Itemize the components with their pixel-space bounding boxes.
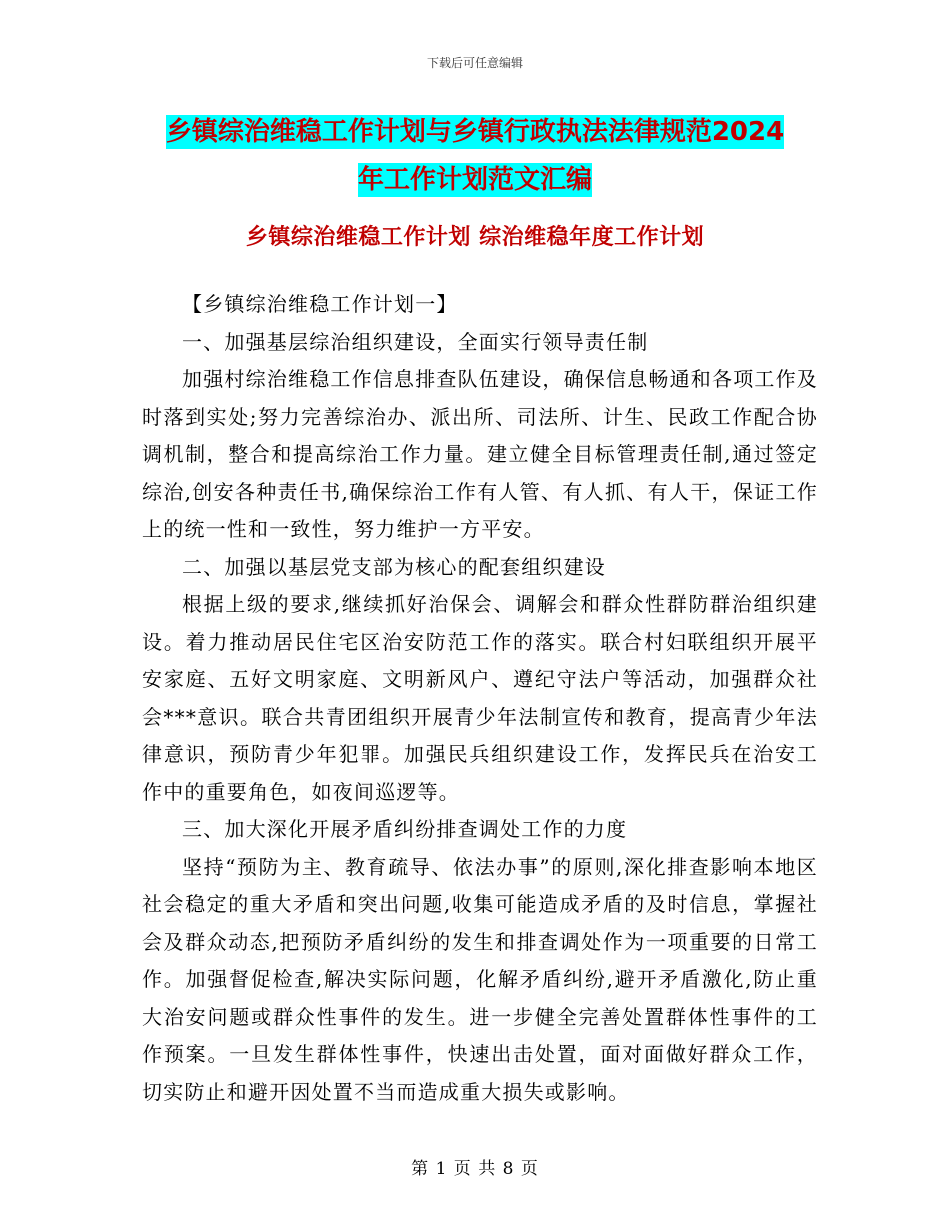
- section-title: 乡镇综治维稳工作计划 综治维稳年度工作计划: [245, 225, 705, 250]
- document-body: [142, 286, 818, 1111]
- document-title-line-1: 乡镇综治维稳工作计划与乡镇行政执法法律规范2024: [165, 117, 785, 147]
- plan-label: 【乡镇综治维稳工作计划一】: [182, 292, 458, 316]
- document-title-line-2: 年工作计划范文汇编: [357, 165, 592, 195]
- paragraph-2: 根据上级的要求,继续抓好治保会、调解会和群众性群防群治组织建设。着力推动居民住宅区治安防范工作的落实。联合村妇联组织开展平安家庭、五好文明家庭、文明新风户、遵纪守法户等活动，加强群众社会***意识。联合共青团组织开展青少年法制宣传和教育，提高青少年法律意识，预防青少年犯罪。加强民兵组织建设工作，发挥民兵在治安工作中的重要角色，如夜间巡逻等。: [142, 592, 818, 804]
- section-heading-1: 一、加强基层综治组织建设，全面实行领导责任制: [182, 329, 649, 354]
- section-heading-3: 三、加大深化开展矛盾纠纷排查调处工作的力度: [182, 817, 628, 841]
- paragraph-1: 加强村综治维稳工作信息排查队伍建设，确保信息畅通和各项工作及时落到实处;努力完善综治办、派出所、司法所、计生、民政工作配合协调机制，整合和提高综治工作力量。建立健全目标管理责任制,通过签定综治,创安各种责任书,确保综治工作有人管、有人抓、有人干，保证工作上的统一性和一致性，努力维护一方平安。: [142, 367, 818, 541]
- section-heading-2: 二、加强以基层党支部为核心的配套组织建设: [182, 554, 606, 579]
- paragraph-3: 坚持“预防为主、教育疏导、依法办事”的原则,深化排查影响本地区社会稳定的重大矛盾和突出问题,收集可能造成矛盾的及时信息，掌握社会及群众动态,把预防矛盾纠纷的发生和排查调处作为一项重要的日常工作。加强督促检查,解决实际问题，化解矛盾纠纷,避开矛盾激化,防止重大治安问题或群众性事件的发生。进一步健全完善处置群体性事件的工作预案。一旦发生群体性事件，快速出击处置，面对面做好群众工作，切实防止和避开因处置不当而造成重大损失或影响。: [142, 854, 818, 1104]
- document-title: [130, 108, 820, 204]
- header-note: 下载后可任意编辑: [426, 56, 523, 70]
- page-number-footer: 第 1 页 共 8 页: [411, 1159, 539, 1179]
